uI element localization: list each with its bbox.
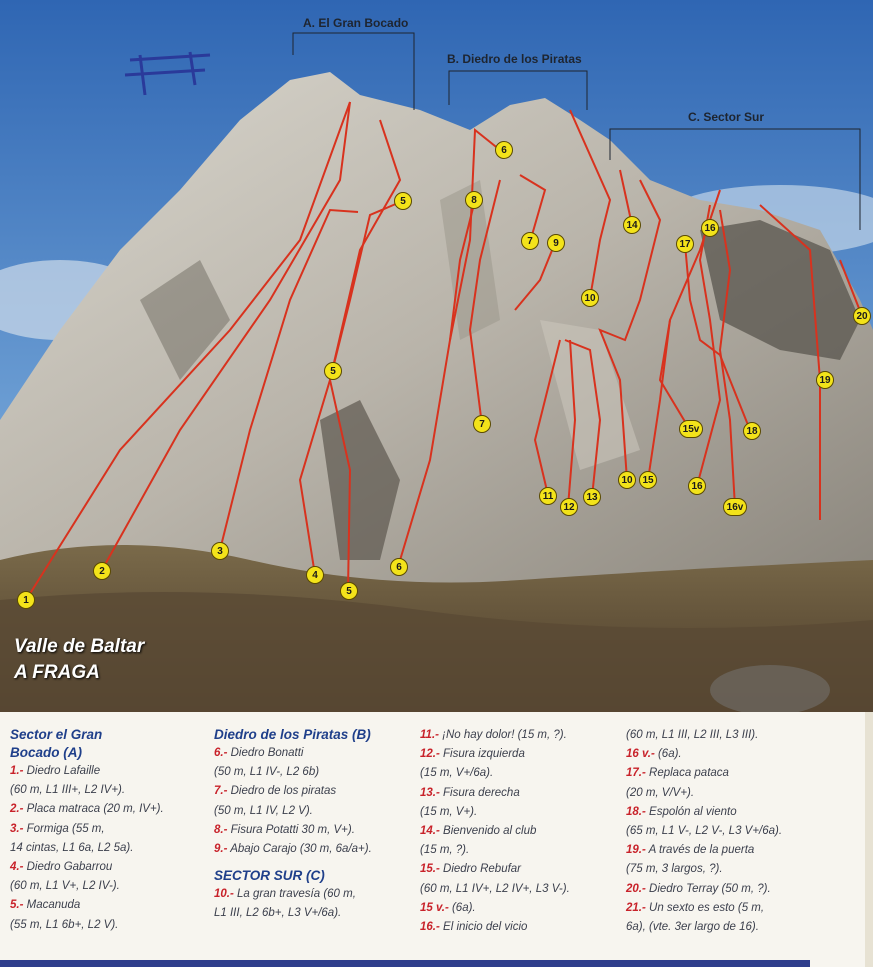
route-description: Formiga (55 m, — [23, 822, 105, 835]
legend-line — [10, 896, 195, 915]
route-description: (60 m, L1 IV+, L2 IV+, L3 V-). — [420, 882, 570, 895]
route-number: 12.- — [420, 748, 440, 761]
legend-line — [10, 800, 195, 819]
legend-line — [214, 885, 414, 904]
legend-lines — [214, 885, 414, 923]
legend-lines — [214, 744, 414, 859]
place-title-line2: A FRAGA — [14, 662, 100, 683]
legend-line — [626, 880, 836, 899]
route-marker: 3 — [211, 542, 229, 560]
route-number: 8.- — [214, 823, 228, 836]
legend-line — [626, 764, 836, 783]
route-number: 19.- — [626, 844, 646, 857]
route-description: Macanuda — [23, 899, 81, 912]
route-marker: 12 — [560, 498, 578, 516]
route-number: 16 v.- — [626, 748, 655, 761]
legend-line — [626, 803, 836, 822]
legend-heading: Sector el Gran — [10, 727, 103, 742]
route-number: 21.- — [626, 901, 646, 914]
route-description: Diedro Lafaille — [23, 765, 101, 777]
route-marker: 6 — [495, 141, 513, 159]
route-marker: 5 — [394, 192, 412, 210]
legend-line — [214, 744, 414, 763]
route-description: Replaca pataca — [645, 767, 729, 780]
route-number: 9.- — [214, 843, 228, 856]
legend-line — [420, 745, 625, 764]
route-description: Fisura Potatti 30 m, V+). — [227, 823, 355, 836]
route-marker: 9 — [547, 234, 565, 252]
legend-line — [214, 763, 414, 782]
legend-line — [626, 726, 836, 745]
legend-line — [420, 899, 625, 918]
legend-lines — [420, 726, 625, 937]
route-marker: 4 — [306, 566, 324, 584]
route-description: (60 m, L1 III, L2 III, L3 III). — [626, 729, 759, 741]
legend-line — [214, 840, 414, 859]
legend-line — [420, 726, 625, 745]
legend-heading: SECTOR SUR (C) — [214, 868, 325, 884]
route-description: Diedro Bonatti — [227, 747, 304, 759]
legend-line — [420, 918, 625, 937]
route-description: Placa matraca (20 m, IV+). — [23, 803, 164, 816]
legend-column-c2 — [626, 726, 836, 937]
route-description: (65 m, L1 V-, L2 V-, L3 V+/6a). — [626, 825, 783, 838]
legend-lines — [626, 726, 836, 937]
route-description: (60 m, L1 III+, L2 IV+). — [10, 784, 126, 797]
sector-b-label: B. Diedro de los Piratas — [447, 52, 582, 66]
route-marker: 1 — [17, 591, 35, 609]
route-marker: 16 — [688, 477, 706, 495]
route-marker: 15v — [679, 420, 703, 438]
route-number: 4.- — [10, 861, 24, 874]
route-marker: 14 — [623, 216, 641, 234]
legend-line — [626, 822, 836, 841]
route-marker: 10 — [618, 471, 636, 489]
page-edge — [865, 712, 873, 967]
route-description: 6a), (vte. 3er largo de 16). — [626, 921, 759, 934]
route-marker: 10 — [581, 289, 599, 307]
route-number: 2.- — [10, 803, 24, 816]
route-number: 15.- — [420, 863, 440, 876]
legend-line — [420, 880, 625, 899]
route-marker: 13 — [583, 488, 601, 506]
route-number: 1.- — [10, 765, 24, 777]
route-marker: 6 — [390, 558, 408, 576]
route-description: Un sexto es esto (5 m, — [645, 901, 765, 914]
route-number: 17.- — [626, 767, 646, 780]
route-marker: 18 — [743, 422, 761, 440]
route-description: ¡No hay dolor! (15 m, ?). — [438, 729, 567, 741]
route-number: 6.- — [214, 747, 228, 759]
legend-column-c1 — [420, 726, 625, 937]
legend-line — [626, 860, 836, 879]
legend-line — [626, 899, 836, 918]
legend-column-a — [10, 726, 195, 935]
legend-heading: Diedro de los Piratas (B) — [214, 727, 371, 742]
route-description: Fisura izquierda — [439, 748, 525, 761]
place-title-line1: Valle de Baltar — [14, 636, 145, 657]
route-description: (15 m, V+/6a). — [420, 767, 494, 780]
route-description: (15 m, ?). — [420, 844, 470, 857]
route-description: (20 m, V/V+). — [626, 786, 695, 799]
route-description: Fisura derecha — [439, 786, 520, 799]
route-description: Diedro de los piratas — [227, 785, 337, 798]
route-description: (50 m, L1 IV, L2 V). — [214, 804, 313, 817]
legend-line — [214, 821, 414, 840]
route-description: Espolón al viento — [645, 805, 737, 818]
route-description: (15 m, V+). — [420, 805, 478, 818]
route-number: 20.- — [626, 882, 646, 895]
legend-line — [626, 745, 836, 764]
legend-line — [214, 782, 414, 801]
route-marker: 5 — [340, 582, 358, 600]
route-number: 16.- — [420, 921, 440, 934]
legend-line — [420, 841, 625, 860]
route-description: Diedro Terray (50 m, ?). — [645, 882, 771, 895]
route-marker: 2 — [93, 562, 111, 580]
route-description: (75 m, 3 largos, ?). — [626, 863, 723, 876]
legend-line — [10, 916, 195, 935]
legend-line — [420, 860, 625, 879]
route-marker: 15 — [639, 471, 657, 489]
route-description: Abajo Carajo (30 m, 6a/a+). — [227, 843, 372, 856]
route-description: Diedro Rebufar — [439, 863, 522, 876]
bottom-bar — [0, 960, 810, 967]
sector-c-label: C. Sector Sur — [688, 110, 765, 124]
route-marker: 8 — [465, 191, 483, 209]
route-number: 7.- — [214, 785, 228, 798]
legend-line — [420, 784, 625, 803]
legend-line — [420, 764, 625, 783]
route-description: (50 m, L1 IV-, L2 6b) — [214, 766, 320, 779]
route-description: Bienvenido al club — [439, 825, 537, 838]
legend-lines — [10, 762, 195, 935]
legend-line — [626, 784, 836, 803]
route-description: El inicio del vicio — [439, 921, 528, 934]
route-number: 3.- — [10, 822, 24, 835]
route-marker: 11 — [539, 487, 557, 505]
route-number: 10.- — [214, 888, 234, 901]
legend-line — [10, 781, 195, 800]
sector-a-label: A. El Gran Bocado — [303, 16, 409, 30]
legend-line — [10, 877, 195, 896]
route-number: 13.- — [420, 786, 440, 799]
legend-line — [420, 803, 625, 822]
legend-line — [626, 918, 836, 937]
route-number: 15 v.- — [420, 901, 449, 914]
legend-line — [420, 822, 625, 841]
legend-line — [214, 802, 414, 821]
legend-line — [214, 904, 414, 923]
legend-heading: Bocado (A) — [10, 745, 82, 760]
route-description: (55 m, L1 6b+, L2 V). — [10, 918, 119, 931]
legend-line — [10, 839, 195, 858]
legend-line — [10, 858, 195, 877]
route-marker: 17 — [676, 235, 694, 253]
route-description: (60 m, L1 V+, L2 IV-). — [10, 880, 120, 893]
route-legend — [0, 712, 873, 967]
legend-line — [10, 762, 195, 781]
route-marker: 7 — [521, 232, 539, 250]
route-marker: 16 — [701, 219, 719, 237]
route-marker: 19 — [816, 371, 834, 389]
legend-line — [626, 841, 836, 860]
route-number: 14.- — [420, 825, 440, 838]
route-number: 5.- — [10, 899, 24, 912]
route-number: 11.- — [420, 729, 439, 741]
route-description: 14 cintas, L1 6a, L2 5a). — [10, 841, 134, 854]
route-description: La gran travesía (60 m, — [233, 888, 356, 901]
route-marker: 20 — [853, 307, 871, 325]
legend-line — [10, 820, 195, 839]
route-description: L1 III, L2 6b+, L3 V+/6a). — [214, 907, 342, 920]
route-number: 18.- — [626, 805, 646, 818]
route-marker: 5 — [324, 362, 342, 380]
route-marker: 7 — [473, 415, 491, 433]
route-marker: 16v — [723, 498, 747, 516]
route-description: Diedro Gabarrou — [23, 861, 113, 874]
legend-column-b — [214, 726, 414, 924]
route-description: A través de la puerta — [645, 844, 755, 857]
route-description: (6a). — [448, 901, 476, 914]
route-description: (6a). — [654, 748, 682, 761]
